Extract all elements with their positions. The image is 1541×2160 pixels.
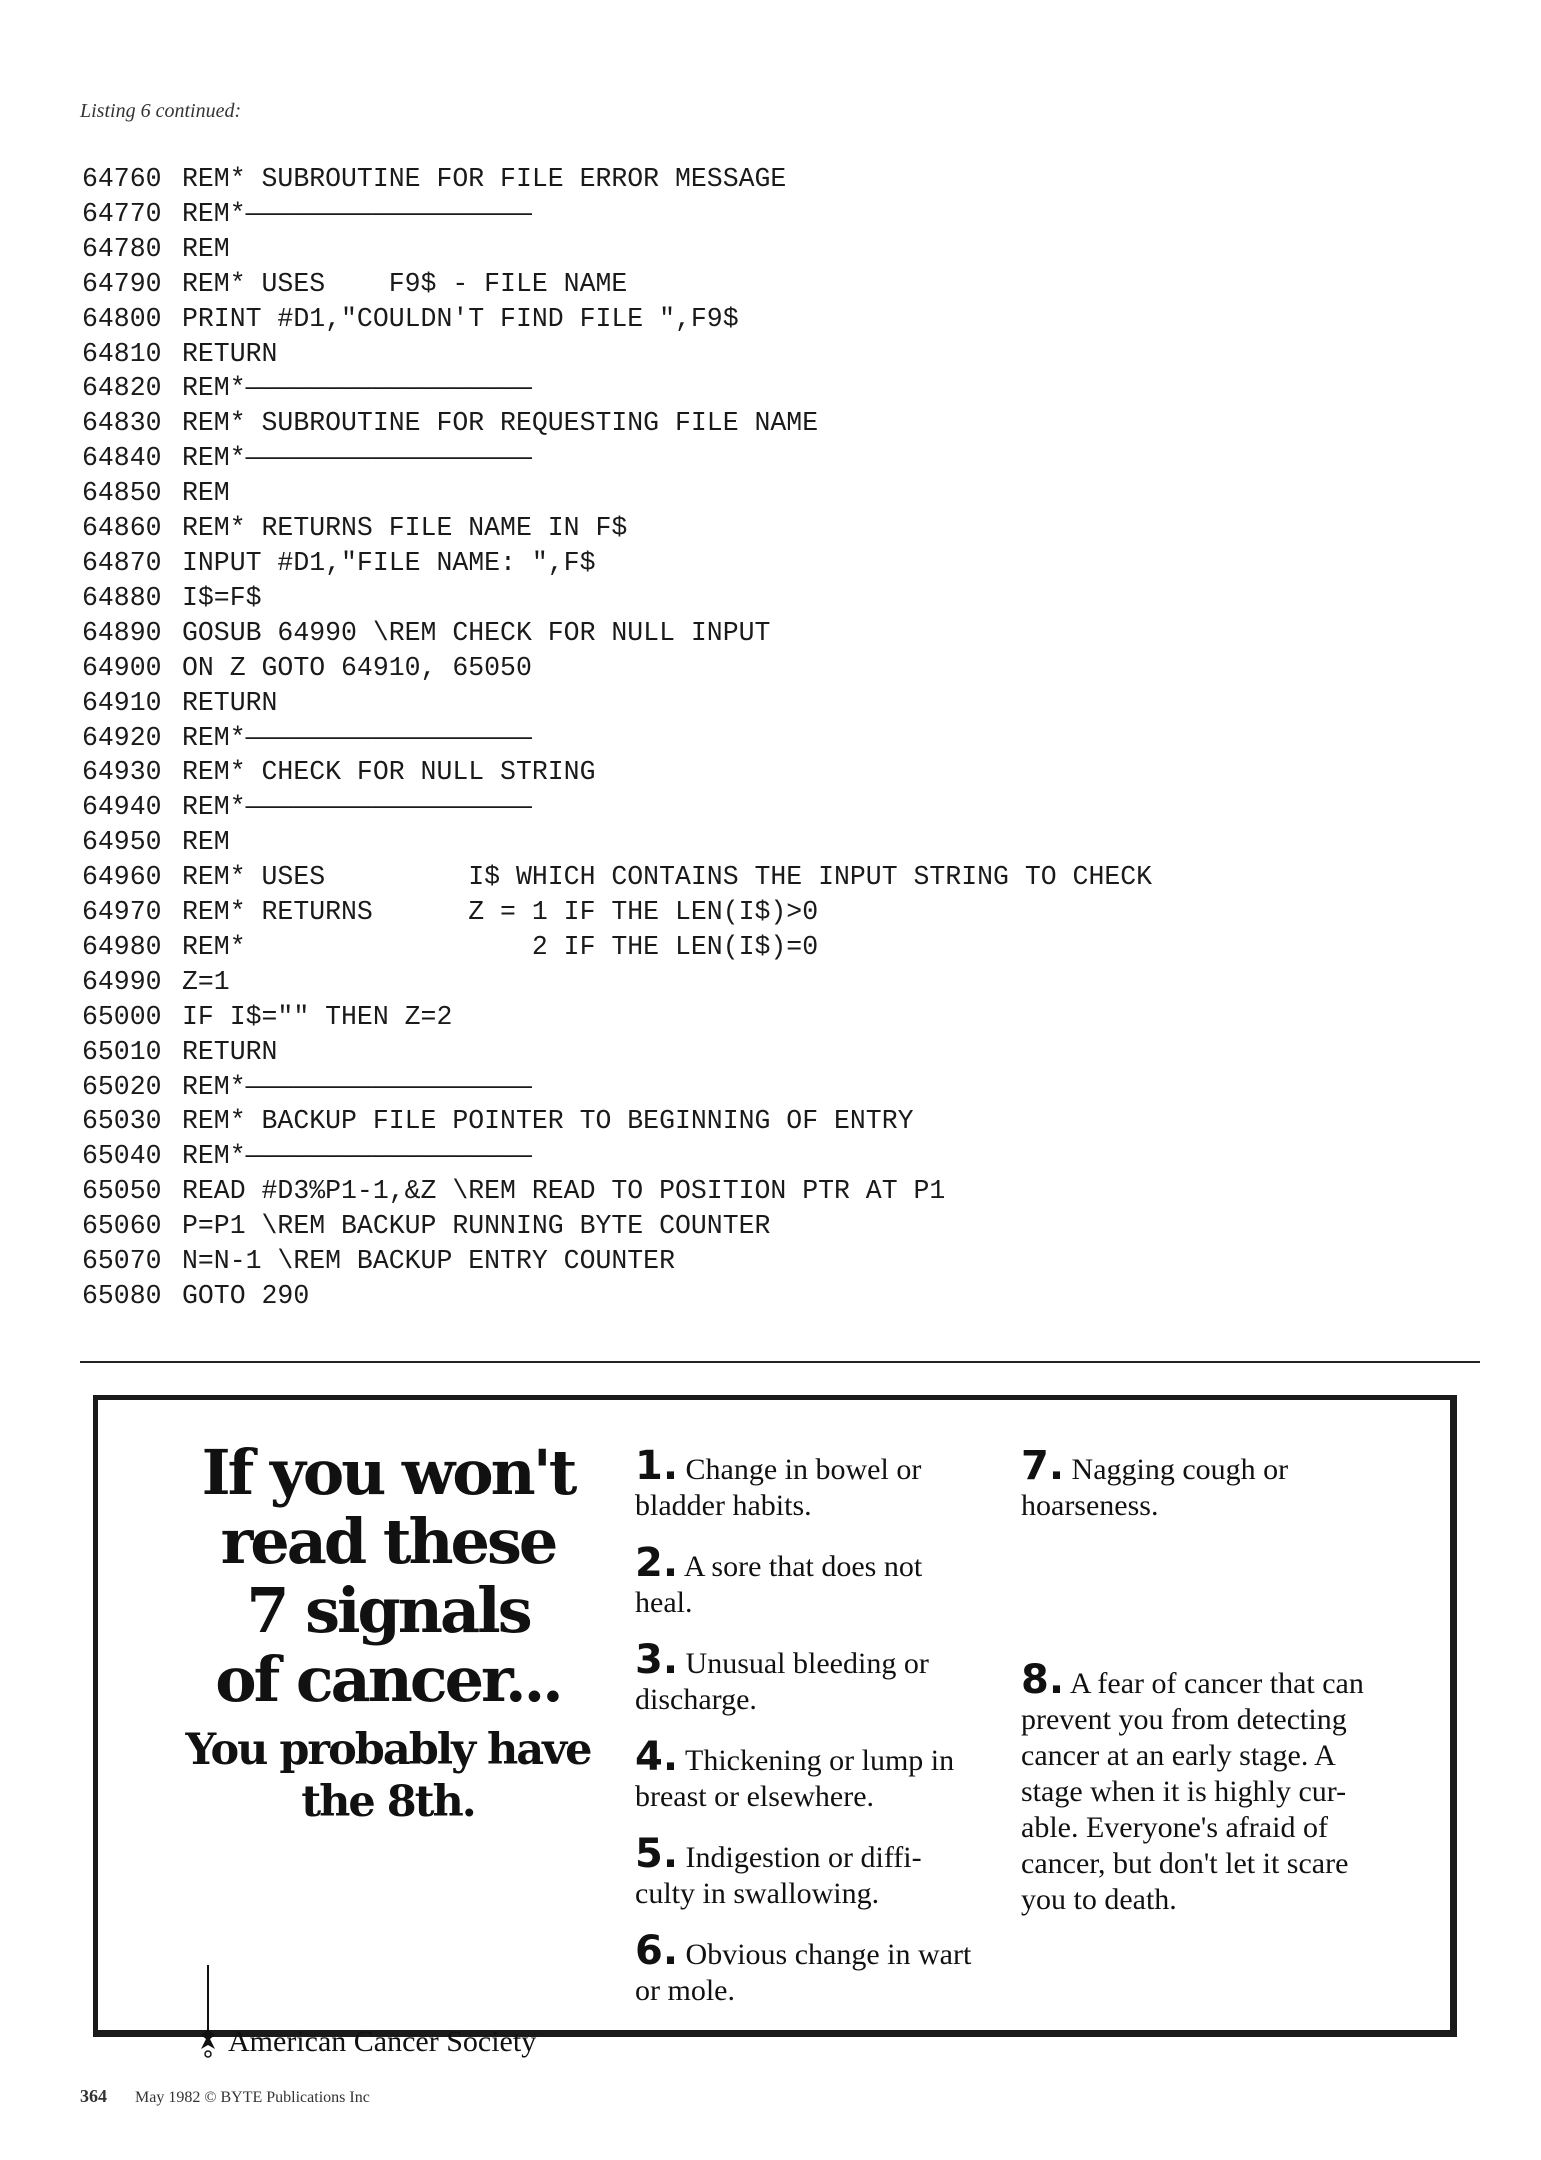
line-text: GOSUB 64990 \REM CHECK FOR NULL INPUT <box>182 617 771 648</box>
code-line <box>82 721 1152 756</box>
code-line <box>82 1070 1152 1105</box>
line-number: 64880 <box>82 582 162 613</box>
page-number: 364 <box>80 2086 107 2106</box>
line-text: ON Z GOTO 64910, 65050 <box>182 652 532 683</box>
code-line <box>82 441 1152 476</box>
code-line <box>82 1279 1152 1314</box>
signal-number: 5. <box>635 1831 679 1877</box>
code-line <box>82 1244 1152 1279</box>
subheadline-line: You probably have <box>185 1725 591 1775</box>
code-line <box>82 895 1152 930</box>
code-line <box>82 860 1152 895</box>
line-number: 64770 <box>82 198 162 229</box>
line-number: 64970 <box>82 897 162 928</box>
line-number: 64980 <box>82 931 162 962</box>
line-number: 65010 <box>82 1036 162 1067</box>
signal-text: Thickening or lump in breast or elsewhere. <box>635 1744 955 1813</box>
line-number: 64950 <box>82 827 162 858</box>
code-line <box>82 686 1152 721</box>
line-number: 64780 <box>82 233 162 264</box>
code-line <box>82 1209 1152 1244</box>
page-footer <box>80 2086 370 2107</box>
line-text: READ #D3%P1-1,&Z \REM READ TO POSITION PTR AT P1 <box>182 1176 946 1207</box>
signals-column-right <box>1021 1443 1381 1939</box>
line-number: 64990 <box>82 966 162 997</box>
headline-line: If you won't <box>201 1436 575 1509</box>
line-number: 64900 <box>82 652 162 683</box>
line-text: REM* USES I$ WHICH CONTAINS THE INPUT STRING TO CHECK <box>182 862 1153 893</box>
code-line <box>82 546 1152 581</box>
line-text: RETURN <box>182 1036 278 1067</box>
code-line <box>82 371 1152 406</box>
code-line <box>82 337 1152 372</box>
signal-number: 3. <box>635 1637 679 1683</box>
signal-text: Obvious change in wart or mole. <box>635 1938 972 2007</box>
line-number: 65050 <box>82 1176 162 1207</box>
line-number: 65080 <box>82 1281 162 1311</box>
line-number: 64800 <box>82 303 162 334</box>
code-line <box>82 1035 1152 1070</box>
listing-heading: Listing 6 continued: <box>80 100 242 122</box>
signal-item <box>635 1831 975 1912</box>
line-text: REM* SUBROUTINE FOR REQUESTING FILE NAME <box>182 408 819 439</box>
line-number: 64870 <box>82 547 162 578</box>
code-line <box>82 406 1152 441</box>
line-text: RETURN <box>182 687 278 718</box>
organization-name: American Cancer Society <box>228 2025 537 2058</box>
line-text: PRINT #D1,"COULDN'T FIND FILE ",F9$ <box>182 303 739 334</box>
line-number: 64760 <box>82 164 162 194</box>
line-number: 64890 <box>82 617 162 648</box>
code-line <box>82 302 1152 337</box>
signal-text: Unusual bleeding or discharge. <box>635 1647 929 1716</box>
line-number: 64920 <box>82 722 162 753</box>
signal-number: 4. <box>635 1734 679 1780</box>
line-number: 64930 <box>82 757 162 788</box>
line-number: 64960 <box>82 862 162 893</box>
line-text: REM* RETURNS FILE NAME IN F$ <box>182 513 628 544</box>
line-text: P=P1 \REM BACKUP RUNNING BYTE COUNTER <box>182 1211 771 1242</box>
signals-column-left <box>635 1443 975 2030</box>
line-number: 65020 <box>82 1071 162 1102</box>
headline-line: read these <box>220 1505 556 1578</box>
line-text: RETURN <box>182 338 278 369</box>
code-line <box>82 232 1152 267</box>
line-text: REM*—————————————————— <box>182 373 532 404</box>
signal-text: A sore that does not heal. <box>635 1550 923 1619</box>
headline-line: of cancer... <box>215 1643 561 1716</box>
line-text: REM* CHECK FOR NULL STRING <box>182 757 596 788</box>
signal-text: Indigestion or diffi- culty in swallowing. <box>635 1841 922 1910</box>
acs-signature <box>198 1963 536 2059</box>
line-text: REM*—————————————————— <box>182 792 532 823</box>
code-line <box>82 511 1152 546</box>
line-text: N=N-1 \REM BACKUP ENTRY COUNTER <box>182 1246 675 1277</box>
line-number: 64860 <box>82 513 162 544</box>
line-text: REM* SUBROUTINE FOR FILE ERROR MESSAGE <box>182 164 787 194</box>
line-number: 64810 <box>82 338 162 369</box>
line-text: REM*—————————————————— <box>182 198 532 229</box>
line-text: REM*—————————————————— <box>182 722 532 753</box>
code-line <box>82 1139 1152 1174</box>
line-text: I$=F$ <box>182 582 262 613</box>
ad-headline <box>173 1438 603 1828</box>
code-line <box>82 267 1152 302</box>
signal-number: 2. <box>635 1540 679 1586</box>
signal-item-eighth <box>1021 1657 1381 1918</box>
line-number: 64830 <box>82 408 162 439</box>
line-text: GOTO 290 <box>182 1281 310 1311</box>
code-line <box>82 1000 1152 1035</box>
code-line <box>82 1104 1152 1139</box>
divider-rule <box>80 1361 1480 1363</box>
footer-credit: May 1982 © BYTE Publications Inc <box>135 2089 370 2106</box>
line-number: 65040 <box>82 1141 162 1172</box>
signal-item <box>635 1637 975 1718</box>
line-text: REM*—————————————————— <box>182 1141 532 1172</box>
signal-number: 6. <box>635 1928 679 1974</box>
line-number: 65060 <box>82 1211 162 1242</box>
line-text: REM* RETURNS Z = 1 IF THE LEN(I$)>0 <box>182 897 819 928</box>
line-text: REM*—————————————————— <box>182 443 532 474</box>
signal-item <box>635 1540 975 1621</box>
line-text: REM* BACKUP FILE POINTER TO BEGINNING OF ENTRY <box>182 1106 914 1137</box>
signal-number: 8. <box>1021 1657 1065 1703</box>
subheadline <box>173 1724 603 1828</box>
cancer-society-ad <box>93 1395 1457 2058</box>
line-number: 65030 <box>82 1106 162 1137</box>
line-number: 64850 <box>82 478 162 509</box>
line-number: 64790 <box>82 268 162 299</box>
code-line <box>82 965 1152 1000</box>
code-line <box>82 581 1152 616</box>
code-line <box>82 825 1152 860</box>
signal-item <box>635 1928 975 2009</box>
code-line <box>82 162 1152 197</box>
line-number: 65070 <box>82 1246 162 1277</box>
code-line <box>82 197 1152 232</box>
signal-number: 7. <box>1021 1443 1065 1489</box>
code-listing <box>82 162 1152 1314</box>
signal-item <box>635 1443 975 1524</box>
signal-text: Nagging cough or hoarseness. <box>1021 1453 1289 1522</box>
sword-logo-icon <box>198 1963 224 2059</box>
line-number: 64910 <box>82 687 162 718</box>
line-number: 64940 <box>82 792 162 823</box>
line-number: 65000 <box>82 1001 162 1032</box>
line-text: IF I$="" THEN Z=2 <box>182 1001 453 1032</box>
line-text: REM <box>182 827 230 858</box>
headline-line: 7 signals <box>246 1574 530 1647</box>
code-line <box>82 651 1152 686</box>
line-text: Z=1 <box>182 966 230 997</box>
subheadline-line: the 8th. <box>301 1777 475 1827</box>
code-line <box>82 476 1152 511</box>
signal-text: A fear of cancer that can prevent you from detecting cancer at an early stage. A stage when it is highly cur- able. Everyone's afraid of cancer, but don't let it scare you to death. <box>1021 1667 1364 1916</box>
line-text: REM <box>182 478 230 509</box>
signal-item <box>1021 1443 1381 1524</box>
line-text: REM <box>182 233 230 264</box>
line-text: INPUT #D1,"FILE NAME: ",F$ <box>182 547 596 578</box>
line-text: REM* USES F9$ - FILE NAME <box>182 268 628 299</box>
code-line <box>82 755 1152 790</box>
code-line <box>82 1174 1152 1209</box>
code-line <box>82 790 1152 825</box>
line-text: REM*—————————————————— <box>182 1071 532 1102</box>
signal-item <box>635 1734 975 1815</box>
code-line <box>82 930 1152 965</box>
signal-number: 1. <box>635 1443 679 1489</box>
line-text: REM* 2 IF THE LEN(I$)=0 <box>182 931 819 962</box>
signal-text: Change in bowel or bladder habits. <box>635 1453 922 1522</box>
code-line <box>82 616 1152 651</box>
line-number: 64840 <box>82 443 162 474</box>
line-number: 64820 <box>82 373 162 404</box>
